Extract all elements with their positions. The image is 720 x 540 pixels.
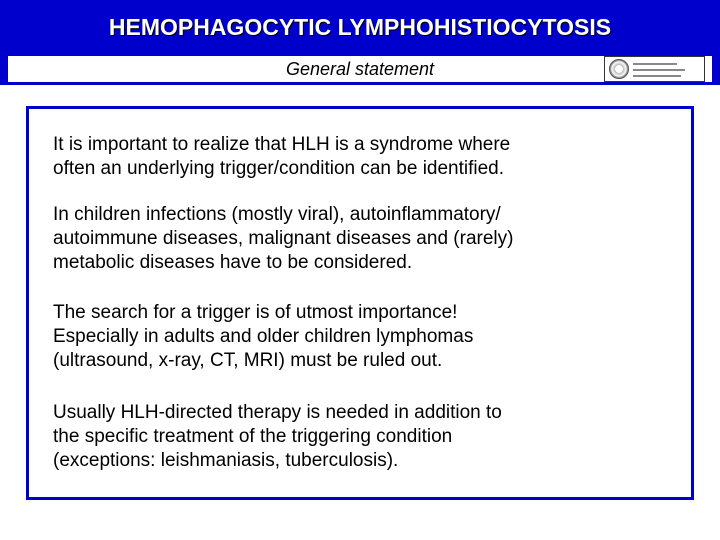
paragraph-search-trigger [53, 301, 673, 373]
seal-icon [609, 59, 629, 79]
paragraph-therapy [53, 401, 673, 473]
content-box [26, 106, 694, 500]
slide-subtitle: General statement [285, 59, 435, 79]
paragraph-line: (exceptions: leishmaniasis, tuberculosis). [53, 450, 399, 471]
paragraph-line: the specific treatment of the triggering condition [53, 426, 453, 447]
university-logo [604, 56, 705, 82]
paragraph-line: The search for a trigger is of utmost importance! [53, 302, 458, 323]
paragraph-line: often an underlying trigger/condition can be identified. [53, 158, 505, 179]
logo-text-line [633, 63, 677, 65]
header-bar [0, 0, 720, 85]
paragraph-line: Usually HLH-directed therapy is needed in addition to [53, 402, 502, 423]
paragraph-line: Especially in adults and older children lymphomas [53, 326, 474, 347]
logo-text-line [633, 75, 681, 77]
logo-text-line [633, 69, 685, 71]
paragraph-trigger-identification [53, 133, 673, 181]
paragraph-line: In children infections (mostly viral), autoinflammatory/ [53, 204, 501, 225]
slide-title: HEMOPHAGOCYTIC LYMPHOHISTIOCYTOSIS [108, 14, 612, 40]
paragraph-children-causes [53, 203, 673, 275]
paragraph-line: autoimmune diseases, malignant diseases and (rarely) [53, 228, 514, 249]
paragraph-line: (ultrasound, x-ray, CT, MRI) must be ruled out. [53, 350, 443, 371]
paragraph-line: It is important to realize that HLH is a syndrome where [53, 134, 511, 155]
paragraph-line: metabolic diseases have to be considered. [53, 252, 413, 273]
